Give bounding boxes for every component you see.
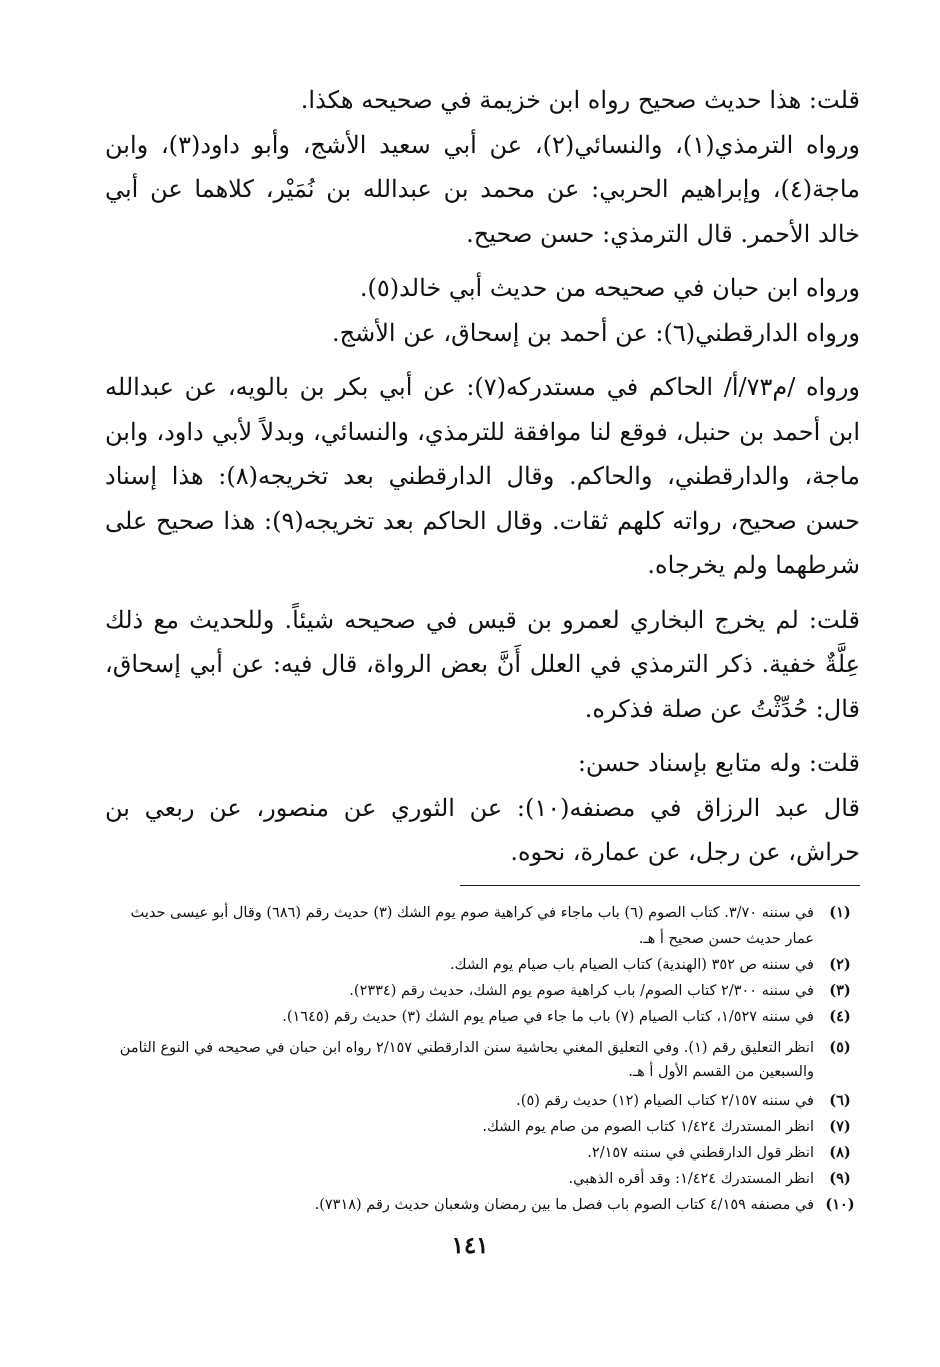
footnote-number: (٥) bbox=[829, 1038, 851, 1056]
main-text bbox=[105, 78, 860, 875]
paragraph: ورواه الدارقطني(٦): عن أحمد بن إسحاق، عن الأشج. bbox=[331, 318, 860, 347]
footnote-number: (١٠) bbox=[825, 1195, 855, 1213]
footnote bbox=[105, 900, 860, 952]
footnote-text: في سننه ٣/٧٠. كتاب الصوم (٦) باب ماجاء في كراهية صوم يوم الشك (٣) حديث رقم (٦٨٦) وقال أبو عيسى حديث عمار حديث حسن صحيح أ هـ. bbox=[130, 904, 814, 947]
footnote bbox=[105, 1192, 860, 1218]
footnote-text: في سننه ص ٣٥٢ (الهندية) كتاب الصيام باب صيام يوم الشك. bbox=[450, 956, 814, 973]
footnote-text: في سننه ٢/٣٠٠ كتاب الصوم/ باب كراهية صوم يوم الشك، حديث رقم (٢٣٣٤). bbox=[349, 982, 814, 999]
footnote-text: في مصنفه ٤/١٥٩ كتاب الصوم باب فصل ما بين رمضان وشعبان حديث رقم (٧٣١٨). bbox=[314, 1196, 814, 1213]
paragraph: قال عبد الرزاق في مصنفه(١٠): عن الثوري عن منصور، عن ربعي بن حراش، عن رجل، عن عمارة، نحوه. bbox=[105, 793, 860, 866]
footnote bbox=[105, 1036, 860, 1084]
footnote-text: انظر التعليق رقم (١). وفي التعليق المغني بحاشية سنن الدارقطني ٢/١٥٧ رواه ابن حبان في صحيحه في النوع الثامن والسبعين من القسم الأول أ هـ. bbox=[119, 1039, 814, 1080]
footnote-number: (٩) bbox=[829, 1169, 851, 1187]
footnote bbox=[105, 1166, 860, 1192]
footnote bbox=[105, 1088, 860, 1114]
footnote-text: انظر قول الدارقطني في سننه ٢/١٥٧. bbox=[587, 1144, 814, 1161]
footnote bbox=[105, 978, 860, 1004]
footnote-text: انظر المستدرك ١/٤٢٤ كتاب الصوم من صام يوم الشك. bbox=[482, 1118, 814, 1135]
paragraph: ورواه الترمذي(١)، والنسائي(٢)، عن أبي سعيد الأشج، وأبو داود(٣)، وابن ماجة(٤)، وإبراهيم الحربي: عن محمد بن عبدالله بن نُمَيْر، كلاهما عن أبي خالد الأحمر. قال الترمذي: حسن صحيح. bbox=[105, 130, 860, 248]
footnote bbox=[105, 1004, 860, 1030]
footnote bbox=[105, 1140, 860, 1166]
footnote-number: (١) bbox=[829, 903, 851, 921]
paragraph: قلت: وله متابع بإسناد حسن: bbox=[577, 749, 860, 777]
footnote-text: انظر المستدرك ١/٤٢٤: وقد أقره الذهبي. bbox=[568, 1170, 814, 1187]
paragraph: قلت: هذا حديث صحيح رواه ابن خزيمة في صحيحه هكذا. bbox=[300, 86, 860, 114]
footnote-number: (٦) bbox=[829, 1091, 851, 1109]
paragraph: قلت: لم يخرج البخاري لعمرو بن قيس في صحيحه شيئاً. وللحديث مع ذلك عِلَّةٌ خفية. ذكر الترمذي في العلل أَنَّ بعض الرواة، قال فيه: عن أبي إسحاق، قال: حُدِّثْتُ عن صلة فذكره. bbox=[105, 605, 860, 723]
page-body bbox=[105, 78, 860, 1218]
footnote bbox=[105, 1114, 860, 1140]
footnote-number: (٤) bbox=[829, 1007, 851, 1025]
paragraph: ورواه ابن حبان في صحيحه من حديث أبي خالد(٥). bbox=[359, 274, 860, 302]
footnote-number: (٣) bbox=[829, 981, 851, 999]
paragraph: ورواه /م٧٣/أ/ الحاكم في مستدركه(٧): عن أبي بكر بن بالويه، عن عبدالله ابن أحمد بن حنبل، فوقع لنا موافقة للترمذي، والنسائي، وبدلاً لأبي داود، وابن ماجة، والدارقطني، والحاكم. وقال الدارقطني بعد تخريجه(٨): هذا إسناد حسن صحيح، رواته كلهم ثقات. وقال الحاكم بعد تخريجه(٩): هذا صحيح على شرطهما ولم يخرجاه. bbox=[105, 373, 860, 579]
footnote-text: في سننه ٢/١٥٧ كتاب الصيام (١٢) حديث رقم (٥). bbox=[516, 1092, 814, 1109]
footnotes bbox=[105, 900, 860, 1218]
footnote bbox=[105, 952, 860, 978]
footnote-number: (٧) bbox=[829, 1117, 851, 1135]
page-number: ١٤١ bbox=[451, 1232, 489, 1259]
footnote-number: (٨) bbox=[829, 1143, 851, 1161]
footnote-number: (٢) bbox=[829, 955, 851, 973]
footnote-separator bbox=[460, 885, 860, 886]
footnote-text: في سننه ١/٥٢٧، كتاب الصيام (٧) باب ما جاء في صيام يوم الشك (٣) حديث رقم (١٦٤٥). bbox=[282, 1008, 814, 1025]
